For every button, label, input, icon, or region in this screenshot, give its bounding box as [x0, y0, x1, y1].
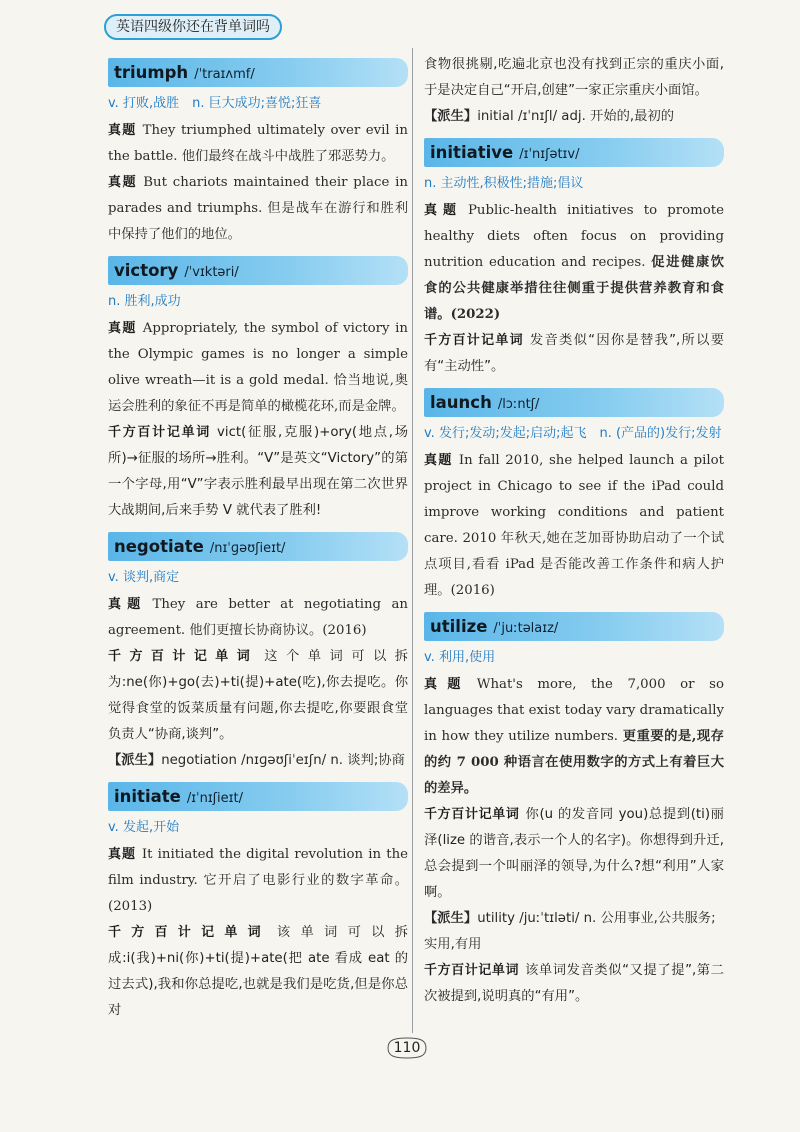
memory-label: 千方百计记单词 [108, 425, 212, 440]
right-column [424, 50, 724, 1010]
phonetic: /ɪˈnɪʃieɪt/ [186, 791, 243, 806]
example-en: What's more, the 7,000 or so languages that exist today vary dramatically in how they utilize numbers. [424, 677, 724, 744]
definition: v. 利用,使用 [424, 650, 496, 665]
example-zh: 恰当地说,奥运会胜利的象征不再是简单的橄榄花环,而是金牌。 [108, 373, 409, 414]
phonetic: /lɔːntʃ/ [497, 397, 540, 412]
memory-label: 千方百计记单词 [424, 333, 524, 348]
phonetic: /ˈvɪktəri/ [184, 265, 239, 280]
column-divider [412, 48, 413, 1033]
memory-tip [424, 958, 724, 1010]
example-en: Public-health initiatives to promote healthy diets often focus on providing nutrition education and recipes. [424, 203, 724, 270]
example-label: 真题 [108, 321, 137, 336]
entry-header-utilize [424, 612, 724, 641]
example [108, 170, 408, 248]
derivative [108, 748, 408, 774]
example [108, 842, 408, 920]
memory-label: 千方百计记单词 [108, 649, 259, 664]
memory-tip [108, 420, 408, 524]
memory-text: 发音类似“因你是替我”,所以要有“主动性”。 [424, 333, 724, 374]
phonetic: /nɪˈɡəʊʃieɪt/ [209, 541, 286, 556]
example-label: 真题 [108, 123, 137, 138]
definition: v. 打败,战胜 n. 巨大成功;喜悦;狂喜 [108, 96, 322, 111]
left-column [108, 50, 408, 1024]
page-number-text: 110 [393, 1040, 421, 1056]
memory-tip [108, 920, 408, 1024]
definition: v. 发起,开始 [108, 820, 180, 835]
definition: v. 谈判,商定 [108, 570, 180, 585]
memory-text: vict(征服,克服)+ory(地点,场所)→征服的场所→胜利。“V”是英文“Victory”的第一个字母,用“V”字表示胜利最早出现在第二次世界大战期间,后来手势 V 就代表了胜利! [108, 425, 408, 518]
memory-label: 千方百计记单词 [108, 925, 271, 940]
page-number [384, 1034, 430, 1062]
memory-text: 这个单词可以拆为:ne(你)+go(去)+ti(提)+ate(吃),你去提吃。你觉得食堂的饭菜质量有问题,你去提吃,你要跟食堂负责人“协商,谈判”。 [108, 649, 408, 742]
book-title-tag: 英语四级你还在背单词吗 [104, 14, 282, 40]
derivative-text: initial /ɪˈnɪʃl/ adj. 开始的,最初的 [477, 109, 675, 124]
headword: initiate [114, 787, 181, 806]
example [424, 448, 724, 604]
example [108, 118, 408, 170]
entry-header-triumph [108, 58, 408, 87]
definition: n. 胜利,成功 [108, 294, 181, 309]
example-zh: 2010 年秋天,她在芝加哥协助启动了一个试点项目,看看 iPad 是否能改善工作条件和病人护理。(2016) [424, 531, 725, 598]
headword: utilize [430, 617, 488, 636]
example-en: They are better at negotiating an agreement. [108, 597, 408, 638]
example-label: 真题 [108, 597, 147, 612]
memory-label: 千方百计记单词 [424, 807, 520, 822]
entry-header-initiative [424, 138, 724, 167]
example-label: 真题 [424, 203, 462, 218]
memory-text: 你(u 的发音同 you)总提到(ti)丽泽(lize 的谐音,表示一个人的名字)。你想得到升迁,总会提到一个叫丽泽的领导,为什么?想“利用”人家啊。 [424, 807, 724, 900]
example-label: 真题 [424, 677, 471, 692]
entry-header-initiate [108, 782, 408, 811]
headword: initiative [430, 143, 514, 162]
memory-tip [424, 802, 724, 906]
derivative [424, 906, 724, 958]
example-label: 真题 [424, 453, 453, 468]
headword: launch [430, 393, 492, 412]
example-en: Appropriately, the symbol of victory in the Olympic games is no longer a simple olive wreath—it is a gold medal. [108, 321, 408, 388]
derivative-label: 【派生】 [108, 753, 162, 768]
memory-text: 该单词发音类似“又提了提”,第二次被提到,说明真的“有用”。 [424, 963, 724, 1004]
headword: negotiate [114, 537, 204, 556]
headword: victory [114, 261, 179, 280]
phonetic: /ɪˈnɪʃətɪv/ [519, 147, 580, 162]
example-en: They triumphed ultimately over evil in the battle. [108, 123, 408, 164]
entry-header-negotiate [108, 532, 408, 561]
example-zh: 更重要的是,现存的约 7 000 种语言在使用数字的方式上有着巨大的差异。 [424, 729, 724, 796]
definition: v. 发行;发动;发起;启动;起飞 n. (产品的)发行;发射 [424, 426, 722, 441]
example-en: In fall 2010, she helped launch a pilot project in Chicago to see if the iPad could improve working conditions and patient care. [424, 453, 724, 546]
example [108, 592, 408, 644]
example [108, 316, 408, 420]
example [424, 672, 724, 802]
memory-tip-continued: 食物很挑剔,吃遍北京也没有找到正宗的重庆小面,于是决定自己“开启,创建”一家正宗重庆小面馆。 [424, 57, 724, 98]
example-en: It initiated the digital revolution in the film industry. [108, 847, 408, 888]
headword: triumph [114, 63, 189, 82]
example-zh: 他们最终在战斗中战胜了邪恶势力。 [181, 149, 395, 164]
memory-tip [424, 328, 724, 380]
entry-header-launch [424, 388, 724, 417]
definition: n. 主动性,积极性;措施;倡议 [424, 176, 584, 191]
example-label: 真题 [108, 175, 138, 190]
memory-text: 该单词可以拆成:i(我)+ni(你)+ti(提)+ate(把 ate 看成 eat 的过去式),我和你总提吃,也就是我们是吃货,但是你总对 [108, 925, 408, 1018]
phonetic: /ˈjuːtəlaɪz/ [493, 621, 559, 636]
derivative-text: negotiation /nɪɡəʊʃiˈeɪʃn/ n. 谈判;协商 [161, 753, 405, 768]
memory-tip [108, 644, 408, 748]
example [424, 198, 724, 328]
derivative-label: 【派生】 [424, 911, 478, 926]
derivative-label: 【派生】 [424, 109, 478, 124]
entry-header-victory [108, 256, 408, 285]
derivative-text: utility /juːˈtɪləti/ n. 公用事业,公共服务;实用,有用 [424, 911, 716, 952]
example-zh: 促进健康饮食的公共健康举措往往侧重于提供营养教育和食谱。(2022) [424, 255, 724, 322]
derivative [424, 104, 724, 130]
memory-label: 千方百计记单词 [424, 963, 520, 978]
example-label: 真题 [108, 847, 136, 862]
example-zh: 它开启了电影行业的数字革命。(2013) [108, 873, 408, 914]
example-zh: 他们更擅长协商协议。(2016) [189, 623, 367, 638]
phonetic: /ˈtraɪʌmf/ [194, 67, 255, 82]
example-en: But chariots maintained their place in parades and triumphs. [108, 175, 408, 216]
example-zh: 但是战车在游行和胜利中保持了他们的地位。 [108, 201, 408, 242]
